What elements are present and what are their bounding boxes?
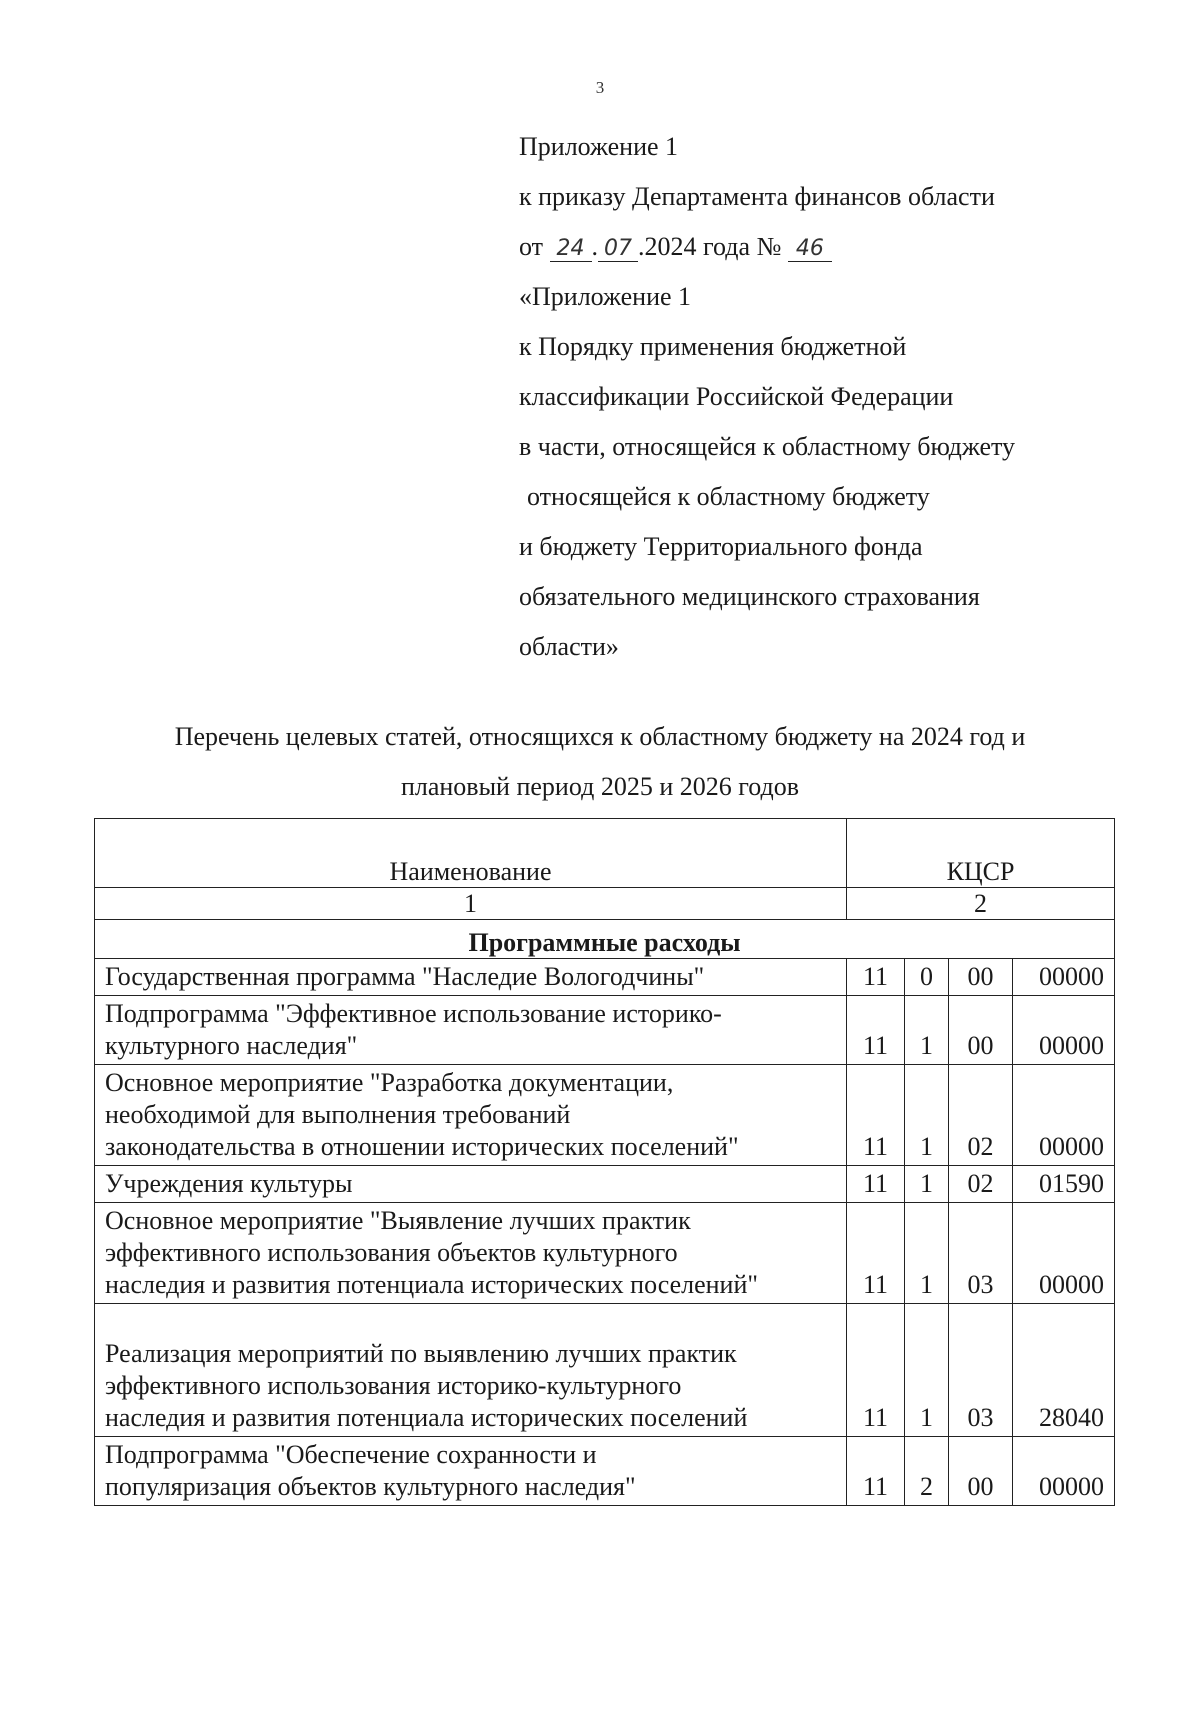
row-name-line: наследия и развития потенциала исторических поселений"	[105, 1270, 758, 1299]
table-row	[95, 1437, 1115, 1506]
date-separator: .	[591, 232, 599, 261]
table-row	[95, 959, 1115, 996]
appendix-line: «Приложение 1	[519, 282, 692, 311]
appendix-line: классификации Российской Федерации	[519, 382, 954, 411]
list-title-line: Перечень целевых статей, относящихся к областному бюджету на 2024 год и	[174, 722, 1026, 751]
list-title-line: плановый период 2025 и 2026 годов	[400, 772, 800, 801]
row-code-c4: 00000	[1013, 1203, 1115, 1304]
row-name	[95, 996, 847, 1065]
row-name-line: Подпрограмма "Эффективное использование историко-	[105, 999, 722, 1028]
table-body	[95, 959, 1115, 1506]
appendix-line: и бюджету Территориального фонда	[519, 532, 923, 561]
row-name-line: Основное мероприятие "Разработка документации,	[105, 1068, 674, 1097]
row-name-line: эффективного использования объектов культурного	[105, 1238, 678, 1267]
table-header-row	[95, 819, 1115, 888]
row-code-c3: 03	[949, 1203, 1013, 1304]
row-code-c3: 00	[949, 1437, 1013, 1506]
row-code-c4: 00000	[1013, 1065, 1115, 1166]
handwritten-day: 24	[550, 237, 592, 262]
appendix-line: в части, относящейся к областному бюджету	[519, 432, 1016, 461]
row-name	[95, 1437, 847, 1506]
row-name-line: Основное мероприятие "Выявление лучших практик	[105, 1206, 691, 1235]
row-code-c4: 28040	[1013, 1304, 1115, 1437]
row-code-c1: 11	[847, 1065, 905, 1166]
row-code-c1: 11	[847, 1304, 905, 1437]
appendix-title: Приложение 1	[519, 132, 679, 161]
row-code-c1: 11	[847, 996, 905, 1065]
page-number: 3	[595, 78, 605, 97]
row-name	[95, 959, 847, 996]
row-code-c2: 1	[905, 1304, 949, 1437]
row-name-line: необходимой для выполнения требований	[105, 1100, 571, 1129]
appendix-line: к Порядку применения бюджетной	[519, 332, 907, 361]
row-code-c3: 00	[949, 959, 1013, 996]
row-name-line: Реализация мероприятий по выявлению лучших практик	[105, 1339, 737, 1368]
row-code-c2: 1	[905, 996, 949, 1065]
appendix-date-line	[519, 222, 1139, 272]
row-code-c2: 1	[905, 1166, 949, 1203]
appendix-line: обязательного медицинского страхования	[519, 582, 980, 611]
row-code-c4: 00000	[1013, 1437, 1115, 1506]
table-row	[95, 996, 1115, 1065]
handwritten-order-number: 46	[788, 237, 832, 262]
row-code-c2: 0	[905, 959, 949, 996]
table-row	[95, 1304, 1115, 1437]
table-row	[95, 1203, 1115, 1304]
row-code-c3: 02	[949, 1065, 1013, 1166]
row-code-c4: 01590	[1013, 1166, 1115, 1203]
table-row	[95, 1065, 1115, 1166]
row-name	[95, 1166, 847, 1203]
row-name-line: эффективного использования историко-культурного	[105, 1371, 682, 1400]
row-name	[95, 1304, 847, 1437]
section-row	[95, 920, 1115, 959]
row-name-line: законодательства в отношении исторических поселений"	[105, 1132, 739, 1161]
row-code-c1: 11	[847, 1437, 905, 1506]
header-code: КЦСР	[847, 819, 1115, 888]
appendix-line: относящейся к областному бюджету	[527, 482, 930, 511]
section-title: Программные расходы	[95, 920, 1115, 959]
row-code-c4: 00000	[1013, 996, 1115, 1065]
table-row	[95, 1166, 1115, 1203]
header-name: Наименование	[95, 819, 847, 888]
row-code-c2: 2	[905, 1437, 949, 1506]
numbering-name: 1	[95, 888, 847, 920]
row-code-c2: 1	[905, 1065, 949, 1166]
row-name-line: Государственная программа "Наследие Вологодчины"	[105, 962, 705, 991]
list-title	[60, 712, 1140, 812]
row-code-c3: 00	[949, 996, 1013, 1065]
appendix-line: области»	[519, 632, 619, 661]
row-name	[95, 1065, 847, 1166]
handwritten-month: 07	[598, 237, 638, 262]
target-articles-table	[94, 818, 1115, 1506]
appendix-block	[519, 122, 1139, 672]
appendix-order-ref: к приказу Департамента финансов области	[519, 182, 995, 211]
row-code-c1: 11	[847, 959, 905, 996]
row-code-c3: 03	[949, 1304, 1013, 1437]
date-prefix: от	[519, 232, 544, 261]
row-name-line: культурного наследия"	[105, 1031, 358, 1060]
row-name-line: Подпрограмма "Обеспечение сохранности и	[105, 1440, 597, 1469]
row-code-c3: 02	[949, 1166, 1013, 1203]
row-name	[95, 1203, 847, 1304]
row-code-c1: 11	[847, 1203, 905, 1304]
row-code-c4: 00000	[1013, 959, 1115, 996]
row-name-line: наследия и развития потенциала исторических поселений	[105, 1403, 748, 1432]
table-numbering-row	[95, 888, 1115, 920]
row-name-line: Учреждения культуры	[105, 1169, 353, 1198]
numbering-code: 2	[847, 888, 1115, 920]
row-code-c1: 11	[847, 1166, 905, 1203]
row-name-line: популяризация объектов культурного наследия"	[105, 1472, 636, 1501]
date-suffix: .2024 года №	[638, 232, 782, 261]
row-code-c2: 1	[905, 1203, 949, 1304]
